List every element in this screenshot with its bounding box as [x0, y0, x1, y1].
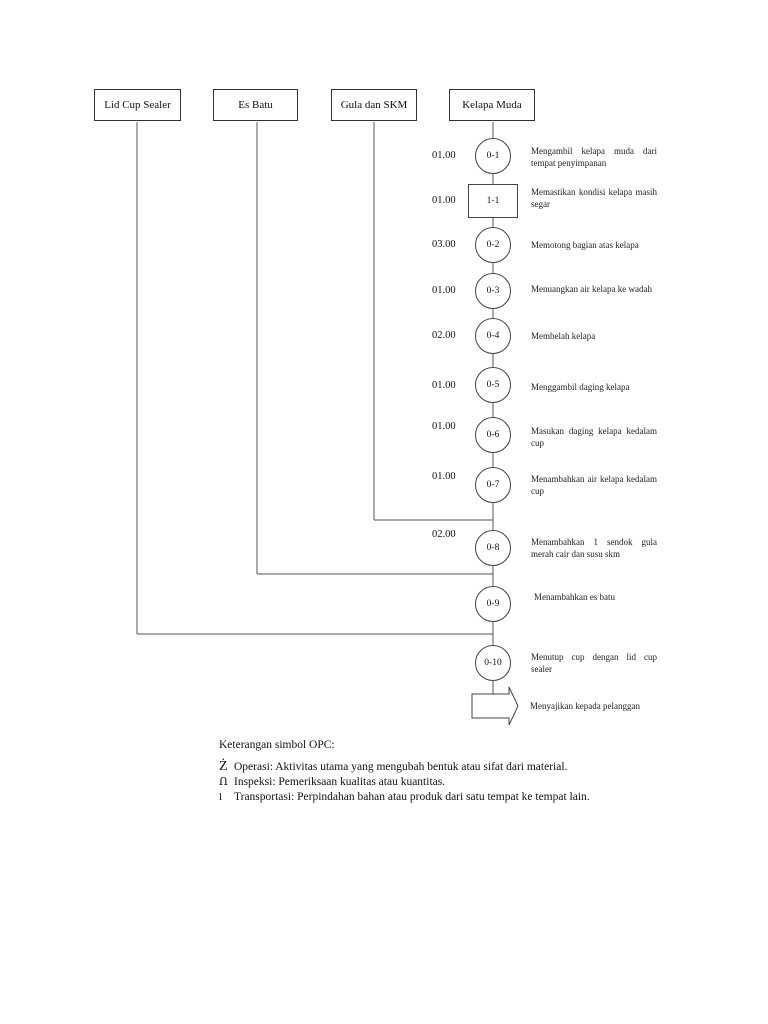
node-id: 0-1 [486, 151, 500, 161]
step-description: Menambahkan air kelapa kedalam cup [531, 474, 657, 496]
node-id: 1-1 [486, 196, 500, 206]
final-arrow-shape [472, 687, 518, 725]
operation-node [475, 273, 511, 309]
operation-node [475, 227, 511, 263]
step-description: Menutup cup dengan lid cup sealer [531, 652, 657, 674]
node-id: 0-8 [486, 543, 500, 553]
node-id: 0-7 [486, 480, 500, 490]
step-description: Membelah kelapa [531, 331, 596, 341]
node-id: 0-6 [486, 430, 500, 440]
final-step-description: Menyajikan kepada pelanggan [530, 701, 640, 711]
step-description: Menambahkan 1 sendok gula merah cair dan susu skm [531, 537, 657, 559]
header-gula-skm [331, 89, 417, 121]
step-time: 02.00 [432, 330, 456, 341]
step-time: 01.00 [432, 195, 456, 206]
step-time: 01.00 [432, 150, 456, 161]
operation-node [475, 367, 511, 403]
legend-item-operasi [219, 759, 590, 775]
operation-node [475, 417, 511, 453]
legend-text: Inspeksi: Pemeriksaan kualitas atau kuantitas. [234, 776, 446, 788]
header-es-batu [213, 89, 298, 121]
step-time: 03.00 [432, 239, 456, 250]
node-id: 0-10 [484, 658, 502, 668]
node-id: 0-4 [486, 331, 500, 341]
step-time: 01.00 [432, 285, 456, 296]
legend-item-inspeksi [219, 775, 590, 790]
operation-node [475, 318, 511, 354]
legend-text: Operasi: Aktivitas utama yang mengubah bentuk atau sifat dari material. [234, 761, 568, 773]
step-description: Menggambil daging kelapa [531, 382, 630, 392]
legend-item-transportasi [219, 790, 590, 805]
header-label: Gula dan SKM [340, 99, 408, 111]
step-description: Memotong bagian atas kelapa [531, 240, 639, 250]
step-time: 01.00 [432, 471, 456, 482]
inspection-node [468, 184, 518, 218]
operation-node [475, 645, 511, 681]
header-label: Kelapa Muda [462, 99, 522, 111]
step-description: Menuangkan air kelapa ke wadah [531, 284, 652, 294]
node-id: 0-5 [486, 380, 500, 390]
operation-node [475, 467, 511, 503]
operation-node [475, 586, 511, 622]
step-description: Menambahkan es batu [534, 592, 615, 602]
step-time: 02.00 [432, 529, 456, 540]
header-kelapa-muda [449, 89, 535, 121]
operation-node [475, 138, 511, 174]
inspection-symbol-icon: Ո [219, 776, 228, 788]
node-id: 0-9 [486, 599, 500, 609]
step-description: Mengambil kelapa muda dari tempat penyimpanan [531, 146, 657, 168]
step-time: 01.00 [432, 380, 456, 391]
header-label: Es Batu [238, 99, 273, 111]
transport-symbol-icon: l [219, 791, 223, 803]
operation-symbol-icon: Ż [219, 759, 228, 774]
node-id: 0-2 [486, 240, 500, 250]
legend-text: Transportasi: Perpindahan bahan atau produk dari satu tempat ke tempat lain. [234, 791, 590, 803]
step-time: 01.00 [432, 421, 456, 432]
header-label: Lid Cup Sealer [104, 99, 171, 111]
header-lid-cup-sealer [94, 89, 181, 121]
node-id: 0-3 [486, 286, 500, 296]
step-description: Memastikan kondisi kelapa masih segar [531, 187, 657, 209]
legend [219, 738, 590, 805]
operation-node [475, 530, 511, 566]
step-description: Masukan daging kelapa kedalam cup [531, 426, 657, 448]
legend-title: Keterangan simbol OPC: [219, 739, 335, 751]
